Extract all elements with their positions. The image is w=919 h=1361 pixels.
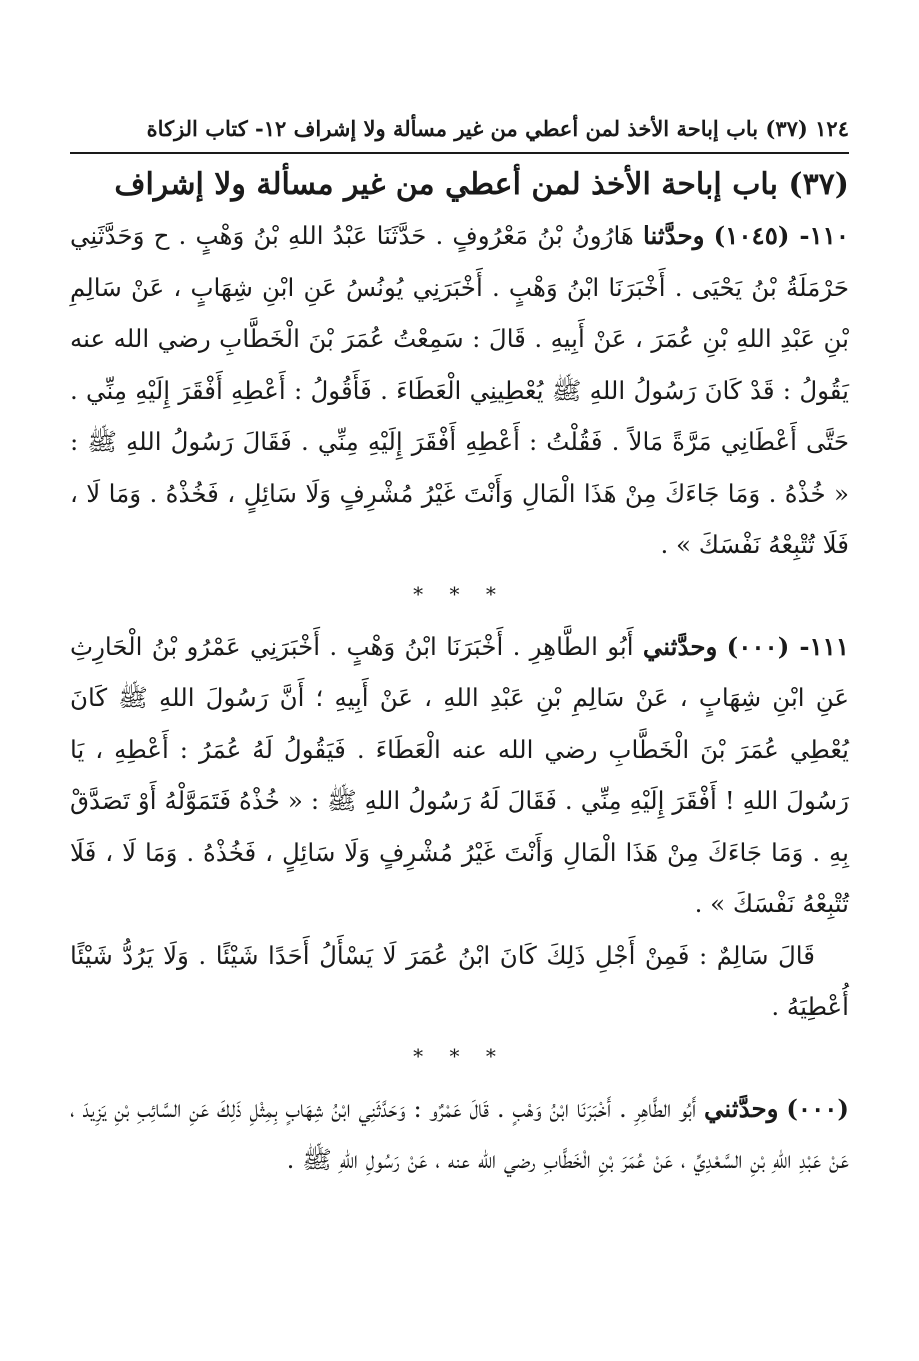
chapter-title: (٣٧) باب إباحة الأخذ لمن أعطي من غير مسألة ولا إشراف — [114, 167, 849, 202]
hadith-111-lead: وحدَّثني — [642, 631, 718, 661]
running-header: ١٢٤ (٣٧) باب إباحة الأخذ لمن أعطي من غير مسألة ولا إشراف ١٢- كتاب الزكاة — [70, 112, 849, 154]
section-separator-2: * * * — [413, 1043, 506, 1068]
hadith-000-number: (٠٠٠) — [786, 1093, 849, 1123]
hadith-000-lead: وحدَّثني — [703, 1093, 779, 1123]
hadith-111-text: أَبُو الطَّاهِرِ . أَخْبَرَنَا ابْنُ وَهْبٍ . أَخْبَرَنِي عَمْرُو بْنُ الْحَارِثِ عَنِ ابْنِ شِهَابٍ ، عَنْ سَالِمِ بْنِ عَبْدِ اللهِ ، عَنْ أَبِيهِ ؛ أَنَّ رَسُولَ اللهِ ﷺ كَانَ يُعْطِي عُمَرَ بْنَ الْخَطَّابِ رضي الله عنه الْعَطَاءَ . فَيَقُولُ لَهُ عُمَرُ : أَعْطِهِ ، يَا رَسُولَ اللهِ ! أَفْقَرَ إِلَيْهِ مِنِّي . فَقَالَ لَهُ رَسُولُ اللهِ ﷺ : « خُذْهُ فَتَمَوَّلْهُ أَوْ تَصَدَّقْ بِهِ . وَمَا جَاءَكَ مِنْ هَذَا الْمَالِ وَأَنْتَ غَيْرُ مُشْرِفٍ وَلَا سَائِلٍ ، فَخُذْهُ . وَمَا لَا ، فَلَا تُتْبِعْهُ نَفْسَكَ » . — [70, 631, 849, 918]
hadith-111 — [70, 621, 849, 930]
hadith-000 — [70, 1083, 849, 1186]
hadith-110-lead: وحدَّثنا — [642, 221, 705, 250]
hadith-110-number: ١١٠- (١٠٤٥) — [713, 221, 849, 250]
hadith-111-number: ١١١- (٠٠٠) — [726, 631, 849, 661]
hadith-111-salim-note: قَالَ سَالِمٌ : فَمِنْ أَجْلِ ذَلِكَ كَانَ ابْنُ عُمَرَ لَا يَسْأَلُ أَحَدًا شَيْئًا . وَلَا يَرُدُّ شَيْئًا أُعْطِيَهُ . — [70, 940, 849, 1021]
hadith-110-text: هَارُونُ بْنُ مَعْرُوفٍ . حَدَّثَنَا عَبْدُ اللهِ بْنُ وَهْبٍ . ح وَحَدَّثَنِي حَرْمَلَةُ بْنُ يَحْيَى . أَخْبَرَنَا ابْنُ وَهْبٍ . أَخْبَرَنِي يُونُسُ عَنِ ابْنِ شِهَابٍ ، عَنْ سَالِمِ بْنِ عَبْدِ اللهِ بْنِ عُمَرَ ، عَنْ أَبِيهِ . قَالَ : سَمِعْتُ عُمَرَ بْنَ الْخَطَّابِ رضي الله عنه يَقُولُ : قَدْ كَانَ رَسُولُ اللهِ ﷺ يُعْطِينِي الْعَطَاءَ . فَأَقُولُ : أَعْطِهِ أَفْقَرَ إِلَيْهِ مِنِّي . حَتَّى أَعْطَانِي مَرَّةً مَالاً . فَقُلْتُ : أَعْطِهِ أَفْقَرَ إِلَيْهِ مِنِّي . فَقَالَ رَسُولُ اللهِ ﷺ : « خُذْهُ . وَمَا جَاءَكَ مِنْ هَذَا الْمَالِ وَأَنْتَ غَيْرُ مُشْرِفٍ وَلَا سَائِلٍ ، فَخُذْهُ . وَمَا لَا ، فَلَا تُتْبِعْهُ نَفْسَكَ » . — [70, 221, 849, 559]
hadith-000-text: أَبُو الطَّاهِرِ . أَخْبَرَنَا ابْنُ وَهْبٍ . قَالَ عَمْرٌو : وَحَدَّثَنِي ابْنُ شِهَابٍ بِمِثْلِ ذَلِكَ عَنِ السَّائِبِ بْنِ يَزِيدَ ، عَنْ عَبْدِ اللهِ بْنِ السَّعْدِيِّ ، عَنْ عُمَرَ بْنِ الْخَطَّابِ رضي الله عنه ، عَنْ رَسُولِ اللهِ ﷺ . — [70, 1093, 849, 1174]
section-separator-1: * * * — [413, 581, 506, 606]
hadith-110 — [70, 210, 849, 571]
